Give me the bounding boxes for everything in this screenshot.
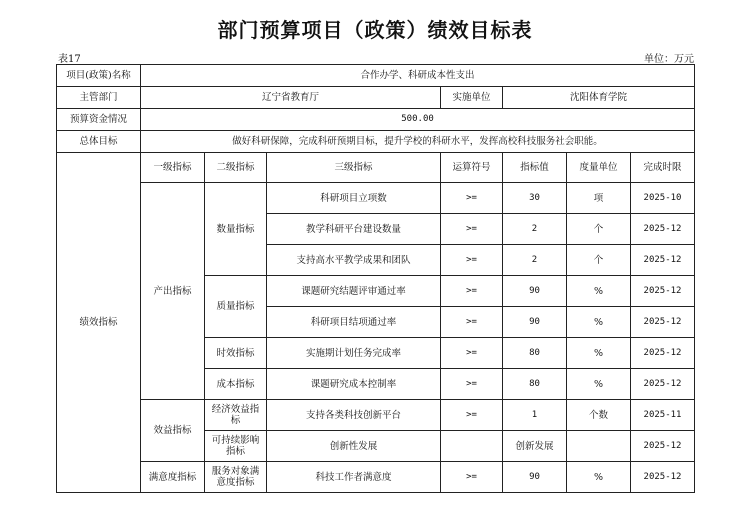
indicator-name: 支持各类科技创新平台: [267, 400, 441, 431]
implementing-unit-value: 沈阳体育学院: [503, 87, 695, 109]
indicator-time: 2025-12: [631, 338, 695, 369]
goal-label: 总体目标: [57, 131, 141, 153]
indicator-name: 支持高水平教学成果和团队: [267, 245, 441, 276]
fund-row: [57, 109, 695, 131]
indicator-value: 创新发展: [503, 431, 567, 462]
indicator-unit: %: [567, 307, 631, 338]
project-row: [57, 65, 695, 87]
header-row: [57, 153, 695, 183]
table-row: [57, 183, 695, 214]
group-service: 服务对象满意度指标: [205, 462, 267, 493]
header-target: 指标值: [503, 153, 567, 183]
header-time: 完成时限: [631, 153, 695, 183]
header-unit: 度量单位: [567, 153, 631, 183]
indicator-value: 2: [503, 214, 567, 245]
header-l2: 二级指标: [205, 153, 267, 183]
indicator-operator: >=: [441, 369, 503, 400]
fund-label: 预算资金情况: [57, 109, 141, 131]
indicator-operator: >=: [441, 462, 503, 493]
header-operator: 运算符号: [441, 153, 503, 183]
implementing-unit-label: 实施单位: [441, 87, 503, 109]
goal-row: [57, 131, 695, 153]
group-benefit: 效益指标: [141, 400, 205, 462]
indicator-value: 80: [503, 338, 567, 369]
project-value: 合作办学、科研成本性支出: [141, 65, 695, 87]
indicator-value: 80: [503, 369, 567, 400]
indicator-time: 2025-12: [631, 245, 695, 276]
indicator-time: 2025-10: [631, 183, 695, 214]
header-l3: 三级指标: [267, 153, 441, 183]
indicator-operator: >=: [441, 214, 503, 245]
indicator-unit: %: [567, 338, 631, 369]
table-row: [57, 400, 695, 431]
indicator-name: 科研项目立项数: [267, 183, 441, 214]
indicator-operator: [441, 431, 503, 462]
indicator-time: 2025-11: [631, 400, 695, 431]
indicator-name: 科研项目结项通过率: [267, 307, 441, 338]
fund-value: 500.00: [141, 109, 695, 131]
header-l1: 一级指标: [141, 153, 205, 183]
department-row: [57, 87, 695, 109]
indicator-value: 90: [503, 307, 567, 338]
indicator-name: 教学科研平台建设数量: [267, 214, 441, 245]
indicator-time: 2025-12: [631, 307, 695, 338]
indicator-value: 90: [503, 462, 567, 493]
group-quality: 质量指标: [205, 276, 267, 338]
indicator-unit: 项: [567, 183, 631, 214]
indicator-unit: %: [567, 462, 631, 493]
group-quantity: 数量指标: [205, 183, 267, 276]
indicator-name: 课题研究成本控制率: [267, 369, 441, 400]
indicator-value: 1: [503, 400, 567, 431]
indicator-unit: [567, 431, 631, 462]
indicator-name: 科技工作者满意度: [267, 462, 441, 493]
table-number: 表17: [58, 54, 81, 65]
indicator-operator: >=: [441, 338, 503, 369]
unit-label: 单位：万元: [644, 54, 694, 65]
indicator-unit: %: [567, 276, 631, 307]
indicator-time: 2025-12: [631, 369, 695, 400]
indicator-operator: >=: [441, 245, 503, 276]
indicator-name: 实施期计划任务完成率: [267, 338, 441, 369]
indicator-unit: 个: [567, 245, 631, 276]
indicator-value: 90: [503, 276, 567, 307]
group-timeliness: 时效指标: [205, 338, 267, 369]
group-economic: 经济效益指标: [205, 400, 267, 431]
indicator-unit: %: [567, 369, 631, 400]
project-label: 项目(政策)名称: [57, 65, 141, 87]
performance-label: 绩效指标: [57, 153, 141, 493]
indicator-operator: >=: [441, 276, 503, 307]
indicator-value: 30: [503, 183, 567, 214]
department-label: 主管部门: [57, 87, 141, 109]
group-output: 产出指标: [141, 183, 205, 400]
indicator-time: 2025-12: [631, 214, 695, 245]
goal-value: 做好科研保障，完成科研预期目标，提升学校的科研水平，发挥高校科技服务社会职能。: [141, 131, 695, 153]
page-title: 部门预算项目（政策）绩效目标表: [217, 18, 533, 42]
group-cost: 成本指标: [205, 369, 267, 400]
indicator-name: 课题研究结题评审通过率: [267, 276, 441, 307]
indicator-operator: >=: [441, 183, 503, 214]
indicator-name: 创新性发展: [267, 431, 441, 462]
table-row: [57, 462, 695, 493]
indicator-operator: >=: [441, 307, 503, 338]
indicator-operator: >=: [441, 400, 503, 431]
indicator-time: 2025-12: [631, 431, 695, 462]
performance-target-table: [56, 64, 695, 493]
indicator-time: 2025-12: [631, 462, 695, 493]
group-sustain: 可持续影响指标: [205, 431, 267, 462]
indicator-value: 2: [503, 245, 567, 276]
group-satisfaction: 满意度指标: [141, 462, 205, 493]
indicator-unit: 个数: [567, 400, 631, 431]
indicator-time: 2025-12: [631, 276, 695, 307]
department-value: 辽宁省教育厅: [141, 87, 441, 109]
indicator-unit: 个: [567, 214, 631, 245]
